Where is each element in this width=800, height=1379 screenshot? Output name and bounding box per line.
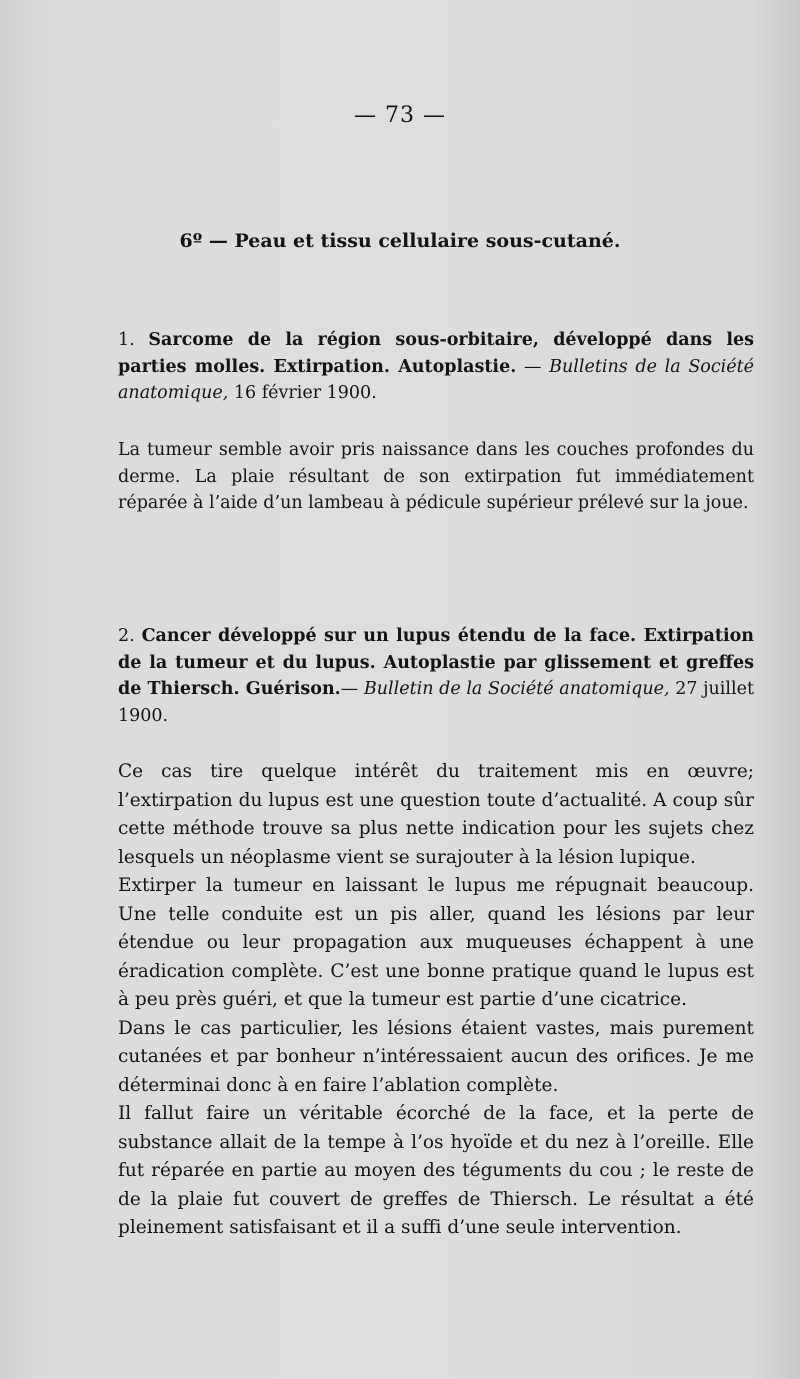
entry-source: Bulletins de la Société anatomique, xyxy=(118,356,754,403)
paragraph: La tumeur semble avoir pris naissance dans les couches profondes du derme. La plaie résultant de son extirpation fut immédiatement réparée à l’aide d’un lambeau à pédicule supérieur prélevé sur la joue. xyxy=(118,440,754,513)
paragraph: Ce cas tire quelque intérêt du traitement mis en œuvre; l’extirpation du lupus est une question toute d’actualité. A coup sûr cette méthode trouve sa plus nette indication pour les sujets chez lesquels un néoplasme vient se surajouter à la lésion lupique. xyxy=(118,761,754,868)
entry-2-description xyxy=(118,758,754,1243)
entry-title: Cancer développé sur un lupus étendu de la face. Extirpation de la tumeur et du lupus. Autoplastie par glissement et greffes de Thiersch. Guérison. xyxy=(118,626,754,699)
entry-source: Bulletin de la Société anatomique, xyxy=(363,679,670,699)
paragraph: Il fallut faire un véritable écorché de la face, et la perte de substance allait de la tempe à l’os hyoïde et du nez à l’oreille. Elle fut réparée en partie au moyen des téguments du cou ; le reste de de la plaie fut couvert de greffes de Thiersch. Le résultat a été pleinement satisfaisant et il a suffi d’une seule intervention. xyxy=(118,1103,754,1238)
reference-entry-1 xyxy=(118,327,754,407)
paragraph: Extirper la tumeur en laissant le lupus me répugnait beaucoup. Une telle conduite est un pis aller, quand les lésions par leur étendue ou leur propagation aux muqueuses échappent à une éradication complète. C’est une bonne pratique quand le lupus est à peu près guéri, et que la tumeur est partie d’une cicatrice. xyxy=(118,875,754,1010)
entry-separator: — xyxy=(516,356,550,377)
section-heading: 6º — Peau et tissu cellulaire sous-cutané. xyxy=(179,230,621,252)
entry-date: 27 juillet 1900. xyxy=(118,679,754,726)
entry-1-description xyxy=(118,437,754,517)
entry-number: 2. xyxy=(118,626,135,646)
paragraph: Dans le cas particulier, les lésions étaient vastes, mais purement cutanées et par bonheur n’intéressaient aucun des orifices. Je me déterminai donc à en faire l’ablation complète. xyxy=(118,1017,754,1096)
entry-title: Sarcome de la région sous-orbitaire, développé dans les parties molles. Extirpation. Autoplastie. xyxy=(118,330,754,377)
reference-entry-2 xyxy=(118,623,754,729)
entry-date: 16 février 1900. xyxy=(228,383,377,403)
page-number: — 73 — xyxy=(354,103,446,128)
entry-number: 1. xyxy=(118,330,135,350)
entry-separator: — xyxy=(340,679,364,699)
